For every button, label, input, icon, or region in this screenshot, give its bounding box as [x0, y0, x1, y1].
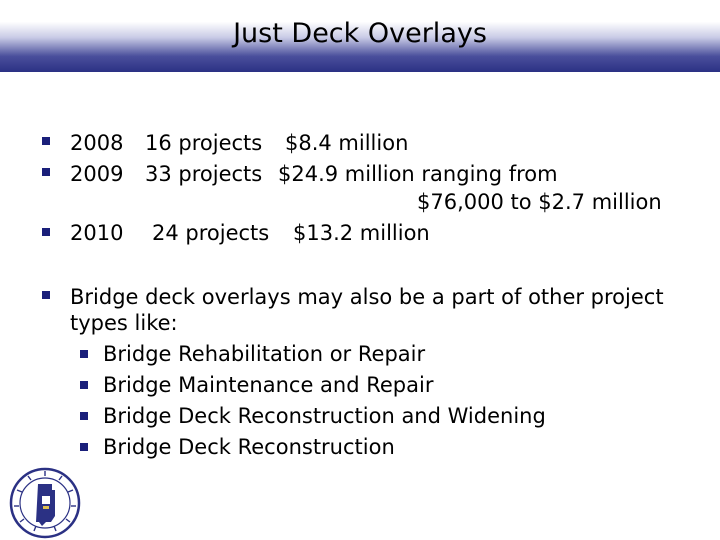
indot-seal-icon: [8, 466, 82, 540]
bullet-2008-amount: $8.4 million: [285, 131, 409, 155]
bullet-2010-projects: 24 projects: [152, 221, 270, 245]
bullet-2009-year: 2009: [70, 162, 124, 186]
bullet-marker: [42, 291, 50, 299]
bullet-marker: [42, 228, 50, 236]
bullet-2008-year: 2008: [70, 131, 124, 155]
sub-bullet-marker: [80, 412, 88, 420]
sub-bullet-marker: [80, 381, 88, 389]
sub-bullet-marker: [80, 350, 88, 358]
bullet-2009-amount: $24.9 million ranging from: [278, 162, 558, 186]
other-types-line-1: Bridge deck overlays may also be a part of other project: [70, 285, 664, 309]
bullet-marker: [42, 137, 50, 145]
bullet-2010-year: 2010: [70, 221, 124, 245]
sub-item: Bridge Deck Reconstruction and Widening: [103, 404, 546, 428]
sub-bullet-marker: [80, 443, 88, 451]
other-types-line-2: types like:: [70, 311, 178, 335]
bullet-marker: [42, 168, 50, 176]
bullet-2010-amount: $13.2 million: [293, 221, 430, 245]
bullet-2009-projects: 33 projects: [145, 162, 263, 186]
sub-item: Bridge Deck Reconstruction: [103, 435, 395, 459]
sub-item: Bridge Maintenance and Repair: [103, 373, 434, 397]
sub-item: Bridge Rehabilitation or Repair: [103, 342, 426, 366]
slide-title: Just Deck Overlays: [233, 18, 487, 49]
bullet-2009-range: $76,000 to $2.7 million: [417, 190, 662, 214]
bullet-2008-projects: 16 projects: [145, 131, 263, 155]
